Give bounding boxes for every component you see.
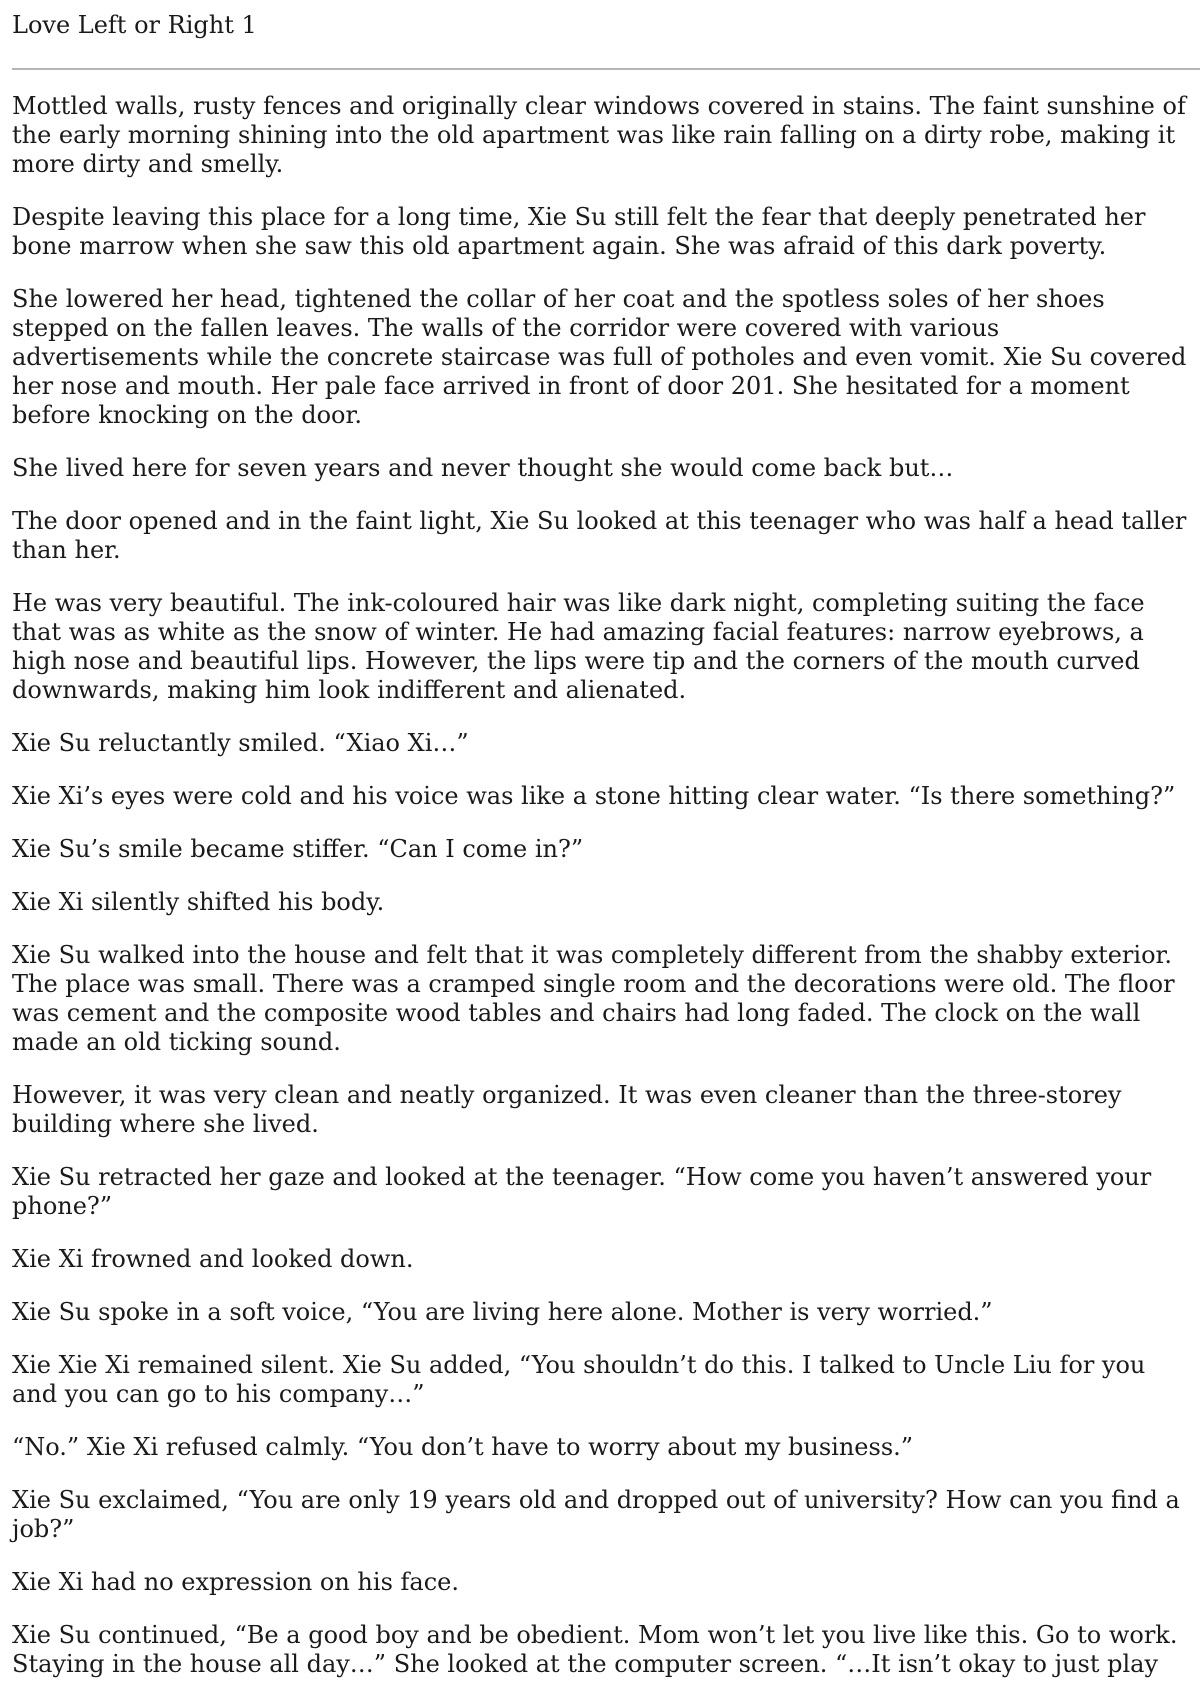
- paragraph: “No.” Xie Xi refused calmly. “You don’t have to worry about my business.”: [12, 1433, 914, 1461]
- paragraph: Xie Su spoke in a soft voice, “You are living here alone. Mother is very worried.”: [12, 1298, 993, 1326]
- paragraph: Xie Xi had no expression on his face.: [12, 1568, 459, 1596]
- paragraph: However, it was very clean and neatly organized. It was even cleaner than the three-storey building where she lived.: [12, 1081, 1122, 1138]
- title-divider: [12, 68, 1200, 70]
- paragraph: Xie Xie Xi remained silent. Xie Su added, “You shouldn’t do this. I talked to Uncle Liu for you and you can go to his company…”: [12, 1351, 1146, 1408]
- paragraph: He was very beautiful. The ink-coloured hair was like dark night, completing suiting the face that was as white as the snow of winter. He had amazing facial features: narrow eyebrows, a high nose and beautiful lips. However, the lips were tip and the corners of the mouth curved downwards, making him look indifferent and alienated.: [12, 589, 1145, 704]
- paragraph: Xie Su exclaimed, “You are only 19 years old and dropped out of university? How can you find a job?”: [12, 1486, 1180, 1543]
- paragraph: Xie Su continued, “Be a good boy and be obedient. Mom won’t let you live like this. Go to work. Staying in the house all day…” She looked at the computer screen. “…It isn’t okay to just play: [12, 1621, 1178, 1678]
- paragraph: Xie Xi frowned and looked down.: [12, 1245, 414, 1273]
- paragraph: She lowered her head, tightened the collar of her coat and the spotless soles of her shoes stepped on the fallen leaves. The walls of the corridor were covered with various advertisements while the concrete staircase was full of potholes and even vomit. Xie Su covered her nose and mouth. Her pale face arrived in front of door 201. She hesitated for a moment before knocking on the door.: [12, 285, 1187, 429]
- paragraph: Xie Su reluctantly smiled. “Xiao Xi…”: [12, 729, 469, 757]
- document-title: Love Left or Right 1: [12, 11, 257, 39]
- paragraph: The door opened and in the faint light, Xie Su looked at this teenager who was half a head taller than her.: [12, 507, 1187, 564]
- paragraph: Xie Su’s smile became stiffer. “Can I come in?”: [12, 835, 584, 863]
- paragraph: Xie Su walked into the house and felt that it was completely different from the shabby exterior. The place was small. There was a cramped single room and the decorations were old. The floor was cement and the composite wood tables and chairs had long faded. The clock on the wall made an old ticking sound.: [12, 941, 1175, 1056]
- paragraph: Mottled walls, rusty fences and originally clear windows covered in stains. The faint sunshine of the early morning shining into the old apartment was like rain falling on a dirty robe, making it more dirty and smelly.: [12, 92, 1186, 178]
- paragraph: Xie Su retracted her gaze and looked at the teenager. “How come you haven’t answered your phone?”: [12, 1163, 1152, 1220]
- paragraph: She lived here for seven years and never thought she would come back but…: [12, 454, 954, 482]
- document-body: [12, 92, 1188, 1679]
- paragraph: Xie Xi’s eyes were cold and his voice was like a stone hitting clear water. “Is there something?”: [12, 782, 1176, 810]
- paragraph: Xie Xi silently shifted his body.: [12, 888, 385, 916]
- paragraph: Despite leaving this place for a long time, Xie Su still felt the fear that deeply penetrated her bone marrow when she saw this old apartment again. She was afraid of this dark poverty.: [12, 203, 1146, 260]
